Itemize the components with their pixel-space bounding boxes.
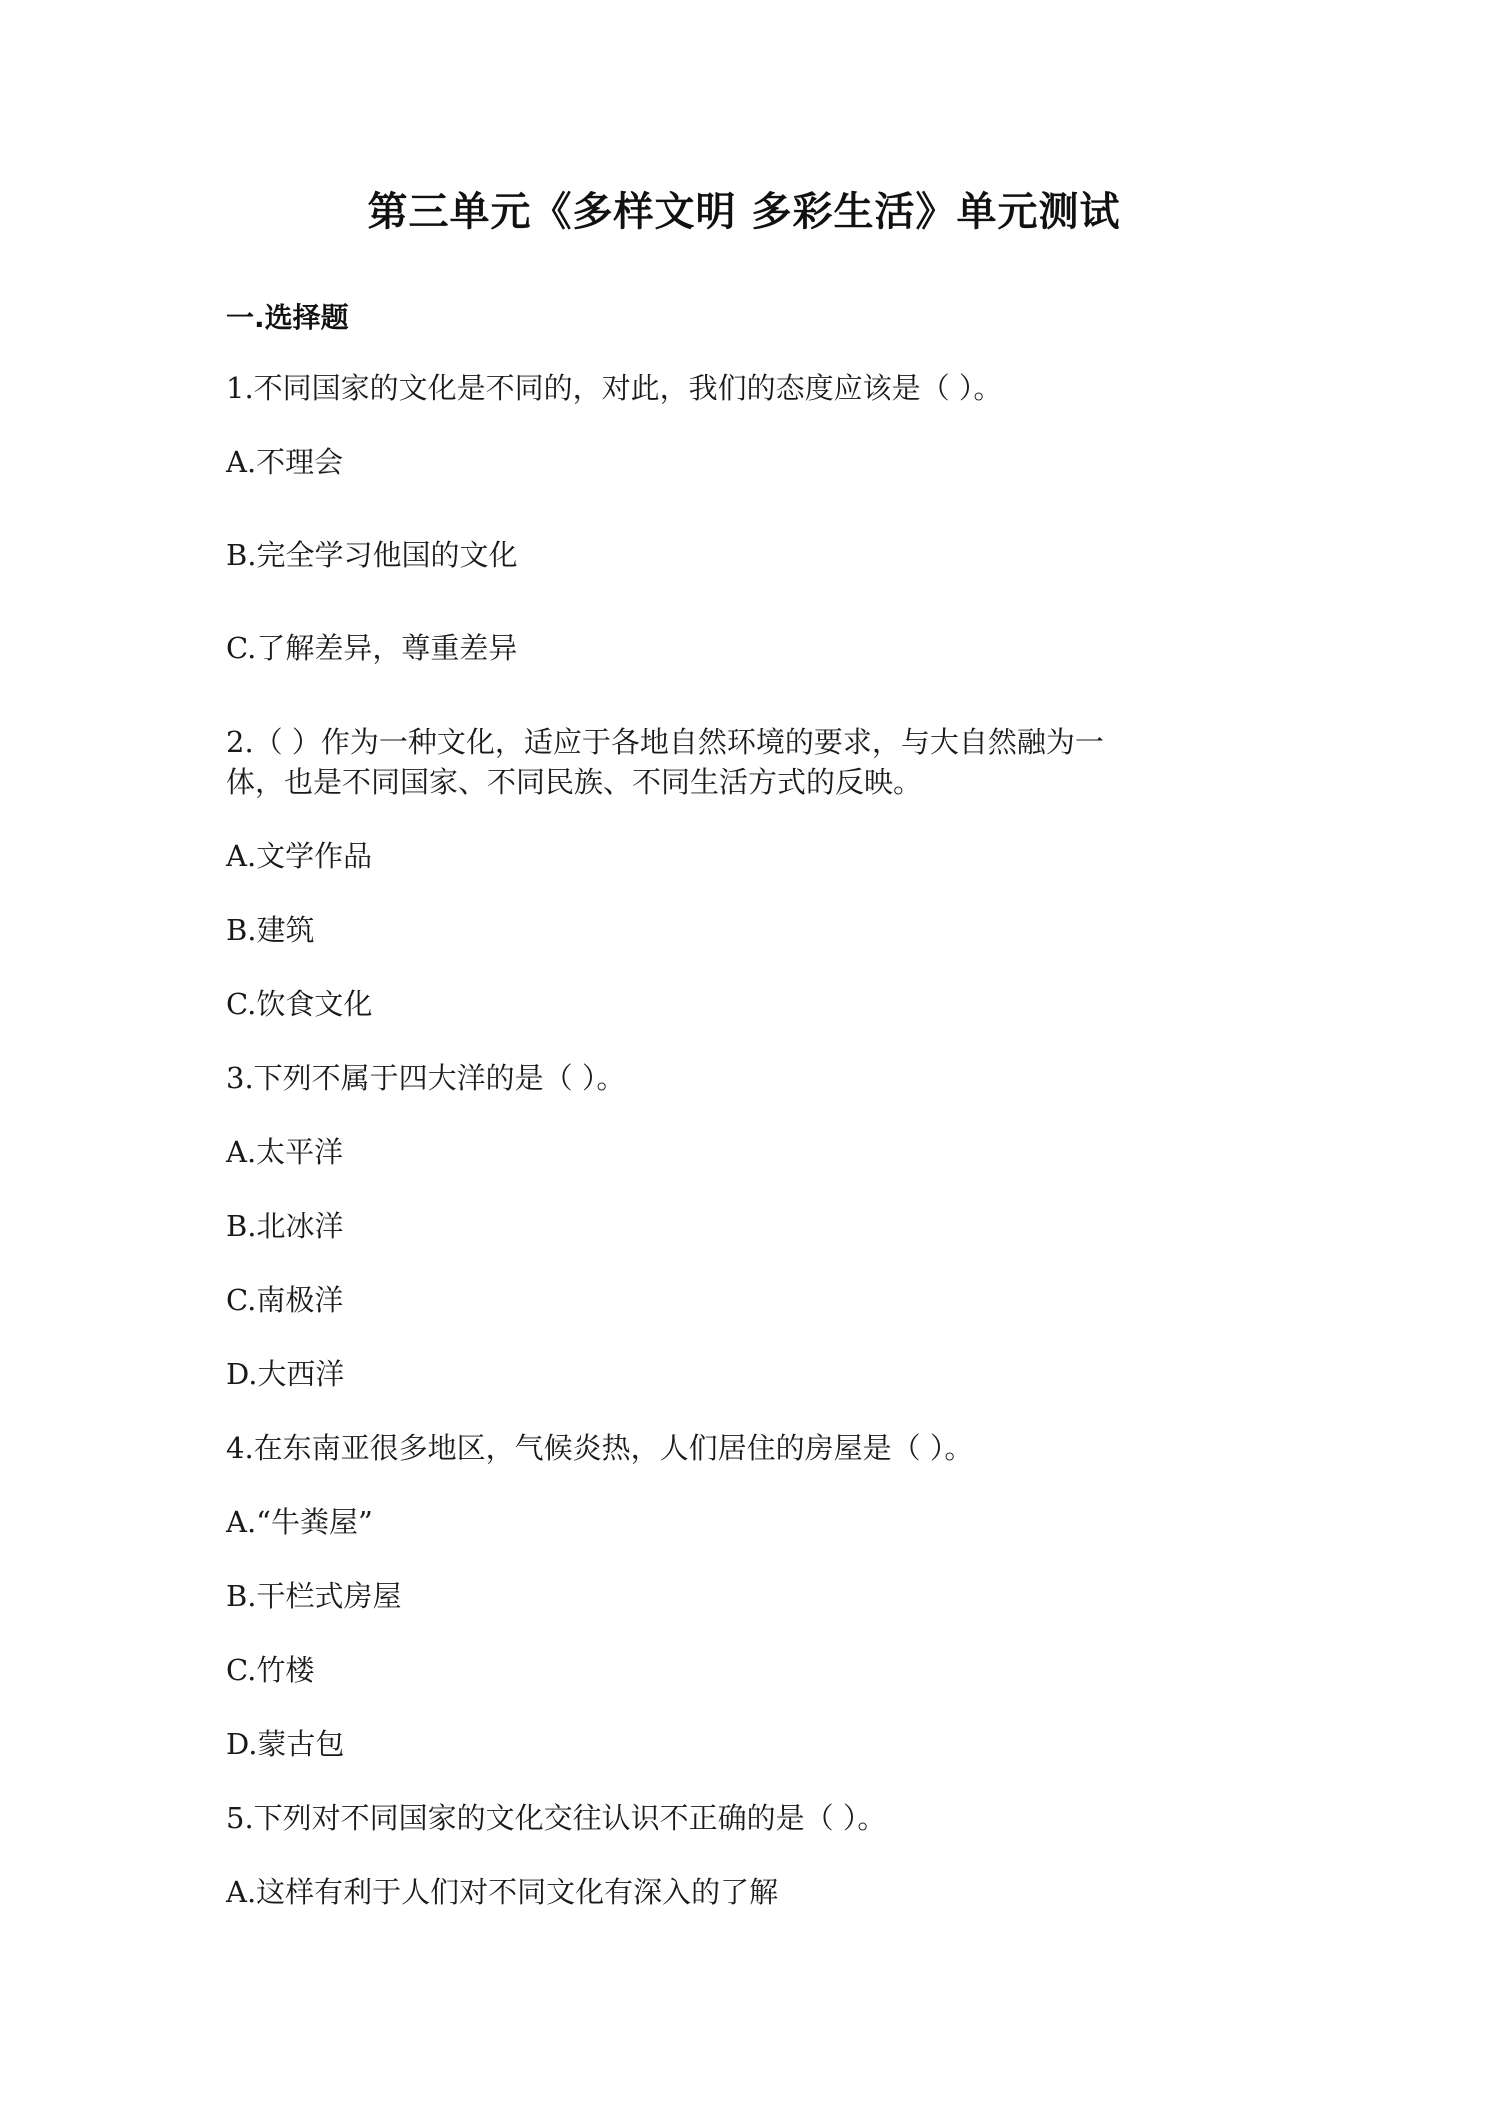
question-1-option-b: B.完全学习他国的文化 xyxy=(226,538,518,572)
section-heading: 一.选择题 xyxy=(226,301,349,334)
question-4-option-c: C.竹楼 xyxy=(226,1653,315,1687)
question-5-option-a: A.这样有利于人们对不同文化有深入的了解 xyxy=(226,1875,779,1909)
question-2-option-b: B.建筑 xyxy=(226,913,315,947)
question-4-option-d: D.蒙古包 xyxy=(226,1727,345,1761)
question-3-stem: 3.下列不属于四大洋的是（ ）。 xyxy=(226,1061,626,1095)
question-3-option-c: C.南极洋 xyxy=(226,1283,344,1317)
question-2-stem-line-2: 体，也是不同国家、不同民族、不同生活方式的反映。 xyxy=(226,765,923,799)
question-2-option-c: C.饮食文化 xyxy=(226,987,373,1021)
question-1-stem: 1.不同国家的文化是不同的，对此，我们的态度应该是（ ）。 xyxy=(226,371,1003,405)
question-1-option-c: C.了解差异，尊重差异 xyxy=(226,631,518,665)
page-title: 第三单元《多样文明 多彩生活》单元测试 xyxy=(367,189,1121,235)
question-4-stem: 4.在东南亚很多地区，气候炎热，人们居住的房屋是（ ）。 xyxy=(226,1431,974,1465)
question-5-stem: 5.下列对不同国家的文化交往认识不正确的是（ ）。 xyxy=(226,1801,887,1835)
question-3-option-d: D.大西洋 xyxy=(226,1357,345,1391)
question-3-option-b: B.北冰洋 xyxy=(226,1209,344,1243)
question-1-option-a: A.不理会 xyxy=(226,445,344,479)
question-4-option-a: A.“牛粪屋” xyxy=(226,1505,373,1539)
question-4-option-b: B.干栏式房屋 xyxy=(226,1579,402,1613)
question-2-stem-line-1: 2.（ ）作为一种文化，适应于各地自然环境的要求，与大自然融为一 xyxy=(226,725,1104,759)
question-2-option-a: A.文学作品 xyxy=(226,839,373,873)
question-3-option-a: A.太平洋 xyxy=(226,1135,344,1169)
